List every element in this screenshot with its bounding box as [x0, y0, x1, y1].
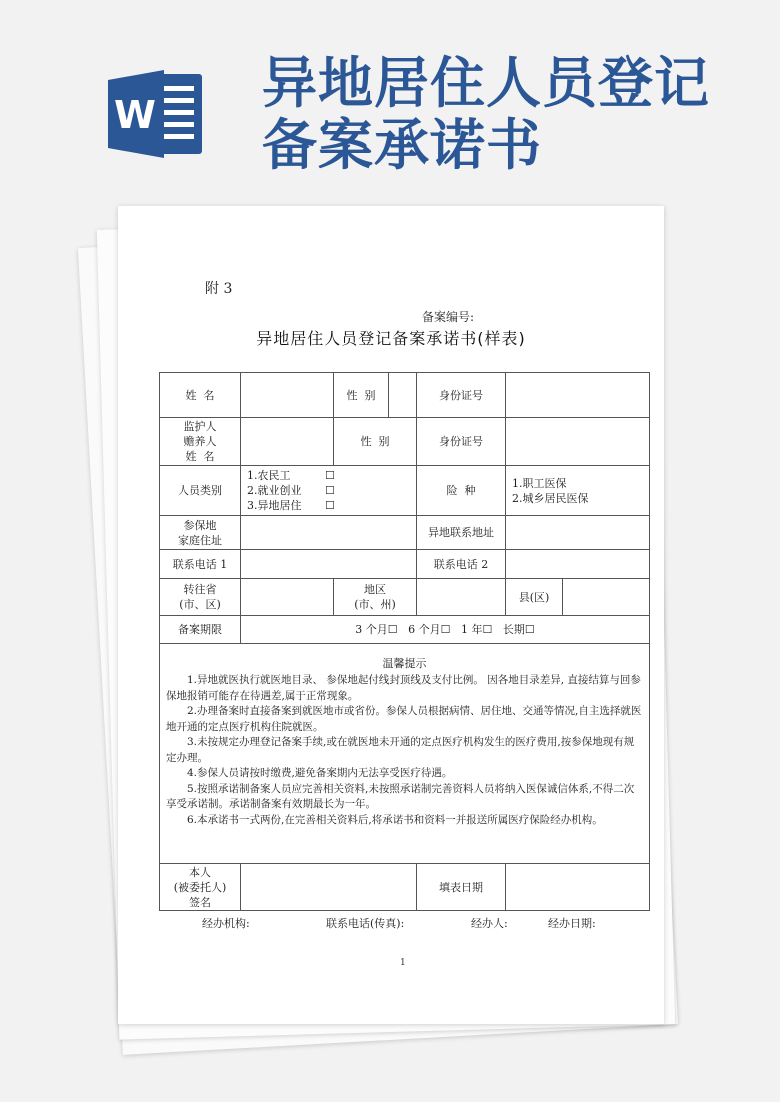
table-row	[160, 550, 650, 579]
gender-field[interactable]	[389, 373, 417, 418]
page-number: 1	[400, 958, 406, 968]
phone2-field[interactable]	[506, 550, 650, 579]
option-label: 1.农民工	[247, 469, 291, 482]
phone1-label: 联系电话 1	[160, 550, 241, 579]
signature-field[interactable]	[241, 864, 417, 911]
region-field[interactable]	[417, 579, 506, 616]
remote-address-field[interactable]	[506, 516, 650, 550]
tip-item: 6.本承诺书一式两份,在完善相关资料后,将承诺书和资料一并报送所属医疗保险经办机构。	[187, 813, 603, 826]
guardian-id-field[interactable]	[506, 418, 650, 466]
table-row	[160, 418, 650, 466]
table-row	[160, 466, 650, 516]
id-field[interactable]	[506, 373, 650, 418]
gender-label: 性 别	[334, 373, 389, 418]
checkbox[interactable]: ☐	[325, 469, 335, 482]
region-label	[334, 579, 417, 616]
signature-label	[160, 864, 241, 911]
signature-label-line: 本人	[189, 865, 211, 879]
insurance-option[interactable]: 1.职工医保	[512, 476, 567, 490]
insurance-options	[506, 466, 650, 516]
option-label: 2.就业创业	[247, 484, 302, 497]
guardian-name-field[interactable]	[241, 418, 334, 466]
region-label-line: (市、州)	[354, 598, 396, 611]
option-label: 3.异地居住	[247, 499, 302, 512]
agency-label: 经办机构:	[202, 917, 250, 930]
insurance-option[interactable]: 2.城乡居民医保	[512, 491, 589, 505]
table-row	[160, 579, 650, 616]
table-row	[160, 373, 650, 418]
signature-label-line: (被委托人)	[173, 880, 227, 894]
guardian-label	[160, 418, 241, 466]
page-title	[262, 52, 772, 176]
handling-date-label: 经办日期:	[548, 917, 596, 930]
home-address-label	[160, 516, 241, 550]
home-address-label-line: 家庭住址	[178, 533, 222, 547]
person-type-option[interactable]	[247, 483, 416, 498]
attachment-label: 附 3	[205, 281, 233, 297]
title-line-1: 异地居住人员登记	[262, 51, 711, 115]
registration-form-table	[159, 372, 650, 911]
period-label: 备案期限	[160, 616, 241, 644]
insurance-label: 险 种	[417, 466, 506, 516]
document-page	[118, 206, 664, 1024]
record-number-label: 备案编号:	[422, 310, 475, 324]
title-line-2: 备案承诺书	[262, 113, 543, 177]
tip-item: 5.按照承诺制备案人员应完善相关资料,未按照承诺制完善资料人员将纳入医保诚信体系,不得二次享受承诺制。承诺制备案有效期最长为一年。	[166, 782, 635, 810]
table-row	[160, 616, 650, 644]
person-type-option[interactable]	[247, 468, 416, 483]
province-label-line: (市、区)	[179, 598, 221, 611]
person-type-option[interactable]	[247, 498, 416, 513]
tips-title: 温馨提示	[382, 657, 427, 670]
table-row	[160, 516, 650, 550]
tips-section	[160, 644, 650, 864]
guardian-gender-label: 性 别	[334, 418, 417, 466]
phone2-label: 联系电话 2	[417, 550, 506, 579]
form-title: 异地居住人员登记备案承诺书(样表)	[256, 329, 526, 348]
guardian-label-line: 赡养人	[183, 435, 217, 448]
fill-date-field[interactable]	[506, 864, 650, 911]
region-label-line: 地区	[364, 583, 386, 596]
county-label: 县(区)	[506, 579, 563, 616]
name-label: 姓 名	[160, 373, 241, 418]
home-address-label-line: 参保地	[183, 518, 217, 532]
tip-item: 4.参保人员请按时缴费,避免备案期内无法享受医疗待遇。	[187, 767, 453, 779]
checkbox[interactable]: ☐	[325, 499, 335, 512]
phone-fax-label: 联系电话(传真):	[326, 917, 405, 930]
tip-item: 1.异地就医执行就医地目录、 参保地起付线封顶线及支付比例。 因各地目录差异, 直接结算与回参保地报销可能存在待遇差,属于正常现象。	[166, 674, 641, 702]
tip-item: 2.办理备案时直接备案到就医地市或省份。参保人员根据病情、居住地、交通等情况,自主选择就医地开通的定点医疗机构住院就医。	[166, 705, 642, 733]
handler-label: 经办人:	[471, 917, 508, 930]
guardian-label-line: 姓 名	[185, 450, 215, 463]
id-label: 身份证号	[417, 373, 506, 418]
person-type-options	[241, 466, 417, 516]
fill-date-label: 填表日期	[417, 864, 506, 911]
guardian-label-line: 监护人	[183, 420, 217, 433]
province-label-line: 转往省	[183, 583, 217, 596]
person-type-label: 人员类别	[160, 466, 241, 516]
svg-text:W: W	[114, 93, 156, 137]
county-field[interactable]	[563, 579, 650, 616]
home-address-field[interactable]	[241, 516, 417, 550]
province-label	[160, 579, 241, 616]
word-icon	[108, 68, 206, 160]
period-options[interactable]: 3 个月☐ 6 个月☐ 1 年☐ 长期☐	[241, 616, 650, 644]
phone1-field[interactable]	[241, 550, 417, 579]
table-row	[160, 864, 650, 911]
province-field[interactable]	[241, 579, 334, 616]
table-row	[160, 644, 650, 864]
checkbox[interactable]: ☐	[325, 484, 335, 497]
name-field[interactable]	[241, 373, 334, 418]
remote-address-label: 异地联系地址	[417, 516, 506, 550]
tip-item: 3.未按规定办理登记备案手续,或在就医地未开通的定点医疗机构发生的医疗费用,按参保地现有规定办理。	[166, 736, 635, 764]
guardian-id-label: 身份证号	[417, 418, 506, 466]
signature-label-line: 签名	[189, 895, 211, 909]
